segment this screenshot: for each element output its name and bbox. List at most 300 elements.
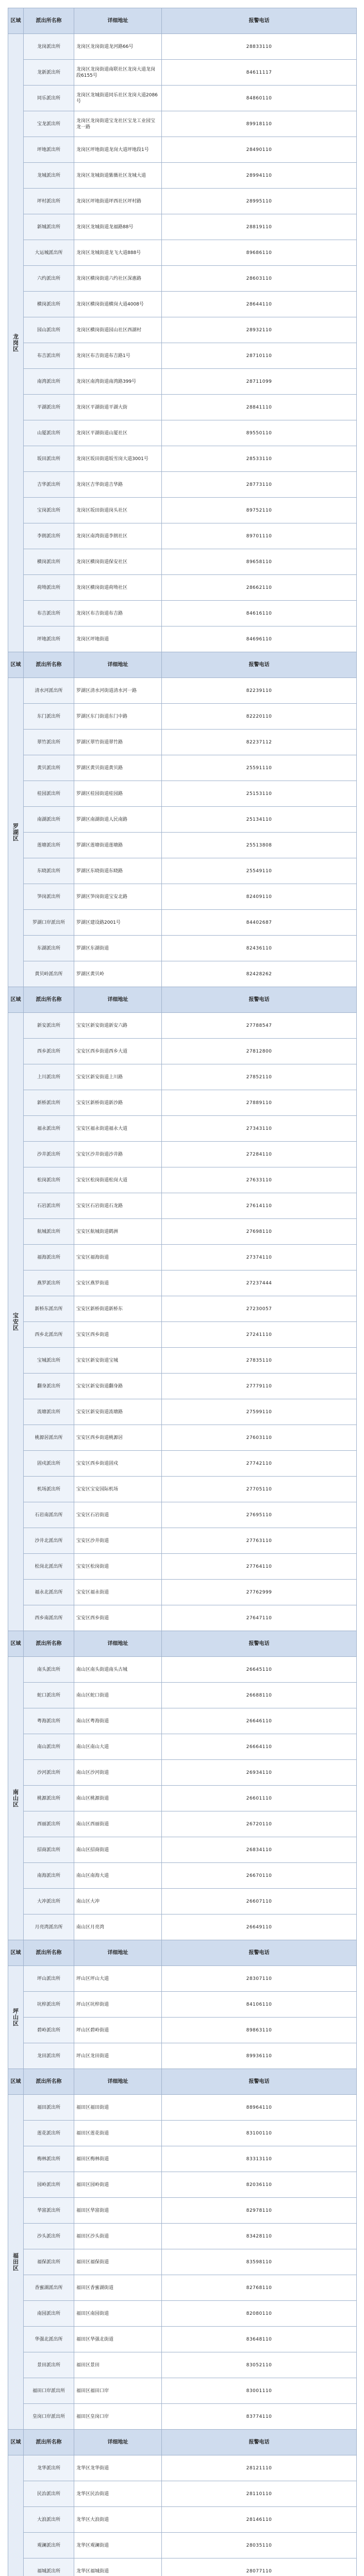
station-name: 坪山派出所	[24, 1966, 74, 1992]
station-address: 宝安区松岗街道	[74, 1554, 162, 1580]
table-row	[8, 189, 357, 214]
column-header: 派出所名称	[24, 652, 74, 678]
alarm-phone: 28995110	[162, 189, 357, 214]
station-address: 南山区西丽街道	[74, 1811, 162, 1837]
alarm-phone: 25153110	[162, 781, 357, 807]
station-address: 福田区景田	[74, 2352, 162, 2378]
station-address: 福田区南园街道	[74, 2301, 162, 2327]
station-address: 宝安区西乡街道	[74, 1322, 162, 1348]
station-name: 坑梓派出所	[24, 1992, 74, 2018]
table-row	[8, 137, 357, 163]
alarm-phone: 89936110	[162, 2043, 357, 2069]
table-row	[8, 214, 357, 240]
station-name: 宝龙派出所	[24, 111, 74, 137]
alarm-phone: 82436110	[162, 936, 357, 961]
station-address: 宝安区石岩街道	[74, 1502, 162, 1528]
station-address: 宝安区沙井街道	[74, 1528, 162, 1554]
table-row	[8, 1245, 357, 1270]
station-address: 宝安区西乡街道西乡大道	[74, 1039, 162, 1064]
station-name: 大运城派出所	[24, 240, 74, 266]
alarm-phone: 27695110	[162, 1502, 357, 1528]
station-address: 龙岗区平湖街道平湖大街	[74, 395, 162, 420]
station-address: 宝安区福海街道	[74, 1245, 162, 1270]
table-row	[8, 2224, 357, 2249]
table-row	[8, 704, 357, 730]
station-address: 宝安区燕罗街道	[74, 1270, 162, 1296]
alarm-phone: 83774110	[162, 2404, 357, 2430]
station-name: 布吉派出所	[24, 601, 74, 626]
table-row	[8, 1348, 357, 1374]
station-name: 吉华派出所	[24, 472, 74, 498]
alarm-phone: 83648110	[162, 2327, 357, 2352]
alarm-phone: 28603110	[162, 266, 357, 292]
table-row	[8, 2172, 357, 2198]
table-row	[8, 2352, 357, 2378]
table-row	[8, 730, 357, 755]
column-header: 派出所名称	[24, 1940, 74, 1966]
station-address: 罗湖区东湖街道	[74, 936, 162, 961]
table-row	[8, 1889, 357, 1914]
alarm-phone: 27698110	[162, 1219, 357, 1245]
column-header: 报警电话	[162, 1940, 357, 1966]
alarm-phone: 27343110	[162, 1116, 357, 1142]
table-row	[8, 86, 357, 111]
table-row	[8, 2198, 357, 2224]
station-name: 龙新派出所	[24, 60, 74, 86]
table-row	[8, 1399, 357, 1425]
alarm-phone: 27705110	[162, 1477, 357, 1502]
alarm-phone: 27762999	[162, 1580, 357, 1605]
station-address: 龙岗区横岗街道荷坳社区	[74, 575, 162, 601]
table-row	[8, 1270, 357, 1296]
station-name: 南山派出所	[24, 1734, 74, 1760]
station-address: 龙华区大浪街道	[74, 2507, 162, 2533]
directory-table	[8, 8, 357, 2576]
station-address: 福田区华富街道	[74, 2198, 162, 2224]
station-address: 南山区南海大道	[74, 1863, 162, 1889]
table-row	[8, 1863, 357, 1889]
station-name: 桂园派出所	[24, 781, 74, 807]
station-name: 固戍派出所	[24, 1451, 74, 1477]
table-row	[8, 2301, 357, 2327]
station-address: 龙华区福城街道	[74, 2558, 162, 2576]
table-row	[8, 1477, 357, 1502]
alarm-phone: 27779110	[162, 1374, 357, 1399]
column-header: 派出所名称	[24, 8, 74, 34]
table-row	[8, 60, 357, 86]
alarm-phone: 82978110	[162, 2198, 357, 2224]
station-address: 龙岗区布吉街道布吉路1号	[74, 343, 162, 369]
column-header: 详细地址	[74, 2069, 162, 2095]
table-row	[8, 2146, 357, 2172]
table-row	[8, 1734, 357, 1760]
table-row	[8, 2018, 357, 2043]
alarm-phone: 28833110	[162, 34, 357, 60]
alarm-phone: 28932110	[162, 317, 357, 343]
column-header: 派出所名称	[24, 1631, 74, 1657]
station-name: 坂田派出所	[24, 446, 74, 472]
alarm-phone: 27603110	[162, 1425, 357, 1451]
table-row	[8, 1708, 357, 1734]
station-address: 宝安区新安街道翻身路	[74, 1374, 162, 1399]
alarm-phone: 83001110	[162, 2378, 357, 2404]
station-name: 西乡派出所	[24, 1039, 74, 1064]
alarm-phone: 84696110	[162, 626, 357, 652]
district-label: 龙岗区	[8, 34, 24, 652]
alarm-phone: 84860110	[162, 86, 357, 111]
table-row	[8, 111, 357, 137]
station-address: 宝安区航城街道鹤洲	[74, 1219, 162, 1245]
table-row	[8, 575, 357, 601]
table-row	[8, 1683, 357, 1708]
station-address: 宝安区福永街道	[74, 1580, 162, 1605]
alarm-phone: 89550110	[162, 420, 357, 446]
table-row	[8, 1425, 357, 1451]
alarm-phone: 27284110	[162, 1142, 357, 1167]
column-header: 报警电话	[162, 2430, 357, 2455]
station-name: 黄贝派出所	[24, 755, 74, 781]
station-name: 龙岗派出所	[24, 34, 74, 60]
station-name: 沙河派出所	[24, 1760, 74, 1786]
table-row	[8, 936, 357, 961]
station-name: 福田口岸派出所	[24, 2378, 74, 2404]
station-address: 罗湖区莲塘街道莲塘路	[74, 833, 162, 858]
station-name: 松岗派出所	[24, 1167, 74, 1193]
station-address: 南山区招商街道	[74, 1837, 162, 1863]
table-row	[8, 446, 357, 472]
alarm-phone: 28110110	[162, 2481, 357, 2507]
table-row	[8, 1528, 357, 1554]
table-row	[8, 317, 357, 343]
station-name: 石岩南派出所	[24, 1502, 74, 1528]
station-name: 华富派出所	[24, 2198, 74, 2224]
table-row	[8, 1811, 357, 1837]
table-row	[8, 2481, 357, 2507]
table-row	[8, 1167, 357, 1193]
table-row	[8, 1837, 357, 1863]
alarm-phone: 28121110	[162, 2455, 357, 2481]
station-name: 龙田派出所	[24, 2043, 74, 2069]
column-header: 详细地址	[74, 652, 162, 678]
station-address: 龙岗区坂田街道坂雪岗大道3001号	[74, 446, 162, 472]
station-address: 罗湖区建设路2001号	[74, 910, 162, 936]
table-row	[8, 2404, 357, 2430]
alarm-phone: 27812800	[162, 1039, 357, 1064]
station-name: 龙城派出所	[24, 163, 74, 189]
station-address: 龙岗区吉华街道吉华路	[74, 472, 162, 498]
station-name: 福保派出所	[24, 2249, 74, 2275]
station-name: 西乡南派出所	[24, 1605, 74, 1631]
station-name: 南海派出所	[24, 1863, 74, 1889]
table-row	[8, 781, 357, 807]
column-header: 派出所名称	[24, 987, 74, 1013]
station-name: 平湖派出所	[24, 395, 74, 420]
station-address: 南山区南山大道	[74, 1734, 162, 1760]
station-address: 罗湖区南湖街道人民南路	[74, 807, 162, 833]
table-row	[8, 1090, 357, 1116]
district-label: 罗湖区	[8, 678, 24, 987]
column-header: 详细地址	[74, 2430, 162, 2455]
table-row	[8, 292, 357, 317]
alarm-phone: 26934110	[162, 1760, 357, 1786]
column-header: 区域	[8, 1940, 24, 1966]
station-address: 龙岗区布吉街道布吉路	[74, 601, 162, 626]
station-name: 六约派出所	[24, 266, 74, 292]
station-address: 龙岗区龙城街道同乐社区龙岗大道2086号	[74, 86, 162, 111]
header-row	[8, 1940, 357, 1966]
station-name: 南湾派出所	[24, 369, 74, 395]
alarm-phone: 83313110	[162, 2146, 357, 2172]
table-row	[8, 498, 357, 523]
alarm-phone: 82036110	[162, 2172, 357, 2198]
table-row	[8, 1193, 357, 1219]
station-name: 南湖派出所	[24, 807, 74, 833]
station-name: 同乐派出所	[24, 86, 74, 111]
station-name: 荷坳派出所	[24, 575, 74, 601]
station-name: 山厦派出所	[24, 420, 74, 446]
table-row	[8, 807, 357, 833]
alarm-phone: 25591110	[162, 755, 357, 781]
station-address: 宝安区福永街道福永大道	[74, 1116, 162, 1142]
table-row	[8, 1554, 357, 1580]
alarm-phone: 27374110	[162, 1245, 357, 1270]
district-label: 宝安区	[8, 1013, 24, 1631]
column-header: 报警电话	[162, 2069, 357, 2095]
station-name: 燕罗派出所	[24, 1270, 74, 1296]
table-row	[8, 395, 357, 420]
alarm-phone: 89686110	[162, 240, 357, 266]
alarm-phone: 83598110	[162, 2249, 357, 2275]
table-row	[8, 2378, 357, 2404]
alarm-phone: 25549110	[162, 858, 357, 884]
table-row	[8, 163, 357, 189]
alarm-phone: 26720110	[162, 1811, 357, 1837]
station-name: 东晓派出所	[24, 858, 74, 884]
station-name: 桃源派出所	[24, 1786, 74, 1811]
station-address: 福田区福保街道	[74, 2249, 162, 2275]
column-header: 详细地址	[74, 1940, 162, 1966]
station-name: 华强北派出所	[24, 2327, 74, 2352]
alarm-phone: 84106110	[162, 1992, 357, 2018]
column-header: 区域	[8, 987, 24, 1013]
station-address: 龙岗区横岗街道横岗大道4008号	[74, 292, 162, 317]
table-row	[8, 1116, 357, 1142]
table-row	[8, 1374, 357, 1399]
station-name: 招商派出所	[24, 1837, 74, 1863]
station-address: 福田区福田街道	[74, 2095, 162, 2121]
station-address: 罗湖区东门街道东门中路	[74, 704, 162, 730]
station-address: 宝安区松岗街道松岗大道	[74, 1167, 162, 1193]
header-row	[8, 2430, 357, 2455]
station-name: 西乡北派出所	[24, 1322, 74, 1348]
station-name: 横岗派出所	[24, 549, 74, 575]
column-header: 报警电话	[162, 987, 357, 1013]
alarm-phone: 83428110	[162, 2224, 357, 2249]
header-row	[8, 1631, 357, 1657]
station-address: 龙岗区横岗街道六约社区深惠路	[74, 266, 162, 292]
station-address: 罗湖区黄贝街道黄贝路	[74, 755, 162, 781]
column-header: 详细地址	[74, 1631, 162, 1657]
alarm-phone: 26645110	[162, 1657, 357, 1683]
alarm-phone: 84611117	[162, 60, 357, 86]
alarm-phone: 26646110	[162, 1708, 357, 1734]
column-header: 区域	[8, 8, 24, 34]
station-address: 南山区蛇口街道	[74, 1683, 162, 1708]
alarm-phone: 82239110	[162, 678, 357, 704]
station-name: 南头派出所	[24, 1657, 74, 1683]
table-row	[8, 626, 357, 652]
table-row	[8, 1064, 357, 1090]
station-address: 龙华区观澜街道	[74, 2533, 162, 2558]
table-row	[8, 2455, 357, 2481]
station-name: 梅林派出所	[24, 2146, 74, 2172]
alarm-phone: 28035110	[162, 2533, 357, 2558]
station-address: 龙岗区横岗街道保安社区	[74, 549, 162, 575]
alarm-phone: 28710110	[162, 343, 357, 369]
station-name: 龙华派出所	[24, 2455, 74, 2481]
station-address: 南山区桃源街道	[74, 1786, 162, 1811]
alarm-phone: 28819110	[162, 214, 357, 240]
district-label: 福田区	[8, 2095, 24, 2430]
table-row	[8, 1966, 357, 1992]
table-row	[8, 1992, 357, 2018]
table-row	[8, 369, 357, 395]
table-row	[8, 343, 357, 369]
district-label	[8, 2455, 24, 2576]
table-row	[8, 2249, 357, 2275]
station-address: 龙岗区坂田街道岗头社区	[74, 498, 162, 523]
table-row	[8, 2121, 357, 2146]
station-address: 龙岗区龙岗街道南联社区龙岗大道龙岗段6155号	[74, 60, 162, 86]
column-header: 报警电话	[162, 1631, 357, 1657]
station-name: 香蜜湖派出所	[24, 2275, 74, 2301]
station-address: 龙华区龙华街道	[74, 2455, 162, 2481]
station-name: 桃源居派出所	[24, 1425, 74, 1451]
station-address: 罗湖区笋岗街道宝安北路	[74, 884, 162, 910]
alarm-phone: 82428262	[162, 961, 357, 987]
station-name: 东门派出所	[24, 704, 74, 730]
district-label: 坪山区	[8, 1966, 24, 2069]
alarm-phone: 84616110	[162, 601, 357, 626]
table-row	[8, 1451, 357, 1477]
station-name: 横岗派出所	[24, 292, 74, 317]
police-station-directory	[8, 8, 356, 2576]
station-address: 龙岗区坪地街道	[74, 626, 162, 652]
header-row	[8, 2069, 357, 2095]
station-name: 莲塘派出所	[24, 833, 74, 858]
station-address: 龙岗区龙岗街道龙河路66号	[74, 34, 162, 60]
alarm-phone: 28146110	[162, 2507, 357, 2533]
alarm-phone: 27647110	[162, 1605, 357, 1631]
alarm-phone: 28077110	[162, 2558, 357, 2576]
station-address: 龙岗区坪地街道坪西社区坪村路	[74, 189, 162, 214]
station-address: 罗湖区翠竹街道翠竹路	[74, 730, 162, 755]
table-row	[8, 34, 357, 60]
alarm-phone: 27852110	[162, 1064, 357, 1090]
alarm-phone: 27889110	[162, 1090, 357, 1116]
station-address: 罗湖区东晓街道东晓路	[74, 858, 162, 884]
column-header: 区域	[8, 2069, 24, 2095]
column-header: 派出所名称	[24, 2069, 74, 2095]
table-row	[8, 2043, 357, 2069]
station-address: 龙岗区龙岗街道宝龙社区宝龙工业园宝龙一路	[74, 111, 162, 137]
station-name: 罗湖口岸派出所	[24, 910, 74, 936]
alarm-phone: 25513808	[162, 833, 357, 858]
table-row	[8, 755, 357, 781]
station-name: 坪村派出所	[24, 189, 74, 214]
alarm-phone: 84402687	[162, 910, 357, 936]
station-name: 坪地派出所	[24, 137, 74, 163]
alarm-phone: 27599110	[162, 1399, 357, 1425]
alarm-phone: 26664110	[162, 1734, 357, 1760]
station-address: 南山区南头街道南头古城	[74, 1657, 162, 1683]
station-address: 福田区莲花街道	[74, 2121, 162, 2146]
station-address: 罗湖区清水河街道清水河一路	[74, 678, 162, 704]
station-address: 福田区沙头街道	[74, 2224, 162, 2249]
station-address: 龙岗区南湾街道南湾路399号	[74, 369, 162, 395]
alarm-phone: 28644110	[162, 292, 357, 317]
alarm-phone: 27835110	[162, 1348, 357, 1374]
alarm-phone: 27237444	[162, 1270, 357, 1296]
station-name: 新安派出所	[24, 1013, 74, 1039]
district-label: 南山区	[8, 1657, 24, 1940]
station-address: 福田区华强北街道	[74, 2327, 162, 2352]
station-name: 新桥东派出所	[24, 1296, 74, 1322]
alarm-phone: 27764110	[162, 1554, 357, 1580]
station-name: 坪地派出所	[24, 626, 74, 652]
column-header: 详细地址	[74, 987, 162, 1013]
station-address: 南山区粤海街道	[74, 1708, 162, 1734]
station-address: 龙岗区横岗街道园山社区西湖村	[74, 317, 162, 343]
alarm-phone: 27230057	[162, 1296, 357, 1322]
header-row	[8, 8, 357, 34]
station-name: 月亮湾派出所	[24, 1914, 74, 1940]
alarm-phone: 27241110	[162, 1322, 357, 1348]
alarm-phone: 88964110	[162, 2095, 357, 2121]
table-row	[8, 240, 357, 266]
station-name: 李朗派出所	[24, 523, 74, 549]
station-name: 莲花派出所	[24, 2121, 74, 2146]
table-row	[8, 2507, 357, 2533]
alarm-phone: 26670110	[162, 1863, 357, 1889]
station-address: 龙岗区龙城街道紫薇社区龙城大道	[74, 163, 162, 189]
alarm-phone: 83100110	[162, 2121, 357, 2146]
station-address: 福田区皇岗口岸	[74, 2404, 162, 2430]
header-row	[8, 987, 357, 1013]
table-row	[8, 1013, 357, 1039]
station-address: 龙岗区南湾街道李朗社区	[74, 523, 162, 549]
station-name: 新桥派出所	[24, 1090, 74, 1116]
station-name: 沙井派出所	[24, 1142, 74, 1167]
station-name: 大浪派出所	[24, 2507, 74, 2533]
alarm-phone: 28711099	[162, 369, 357, 395]
table-row	[8, 1502, 357, 1528]
station-address: 宝安区新桥街道新桥东	[74, 1296, 162, 1322]
alarm-phone: 28307110	[162, 1966, 357, 1992]
column-header: 区域	[8, 2430, 24, 2455]
station-name: 翠竹派出所	[24, 730, 74, 755]
alarm-phone: 26688110	[162, 1683, 357, 1708]
alarm-phone: 28994110	[162, 163, 357, 189]
station-address: 宝安区新安街道流塘路	[74, 1399, 162, 1425]
table-row	[8, 884, 357, 910]
table-row	[8, 1322, 357, 1348]
header-row	[8, 652, 357, 678]
station-address: 坪山区坑梓街道	[74, 1992, 162, 2018]
station-address: 南山区大冲	[74, 1889, 162, 1914]
table-row	[8, 858, 357, 884]
station-name: 民治派出所	[24, 2481, 74, 2507]
